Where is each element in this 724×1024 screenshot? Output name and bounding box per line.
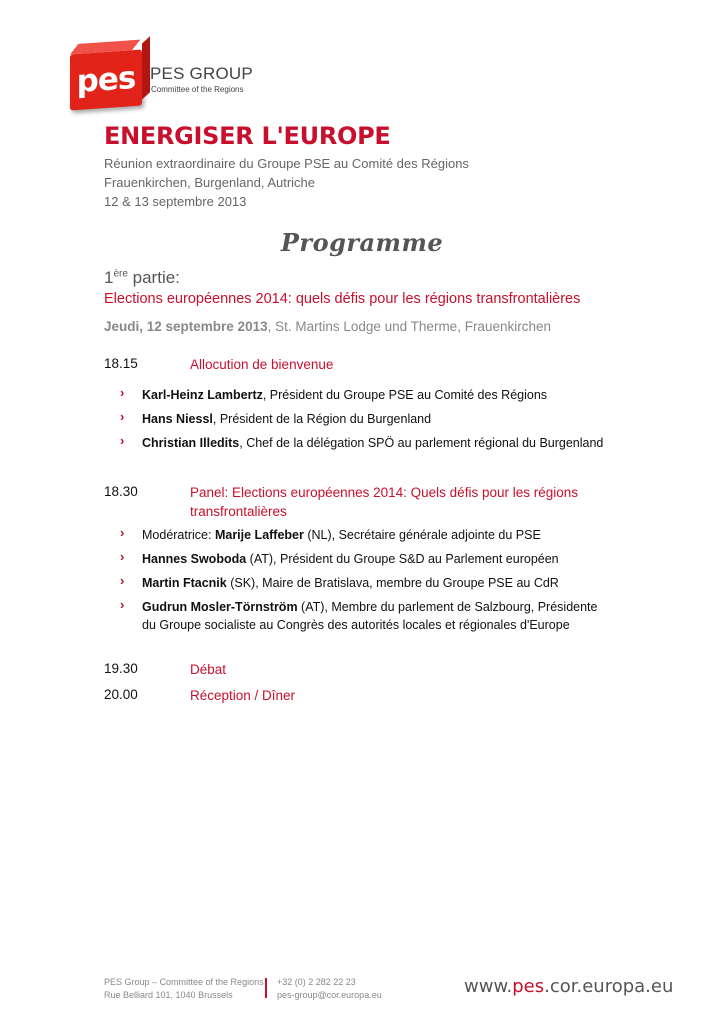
part-heading [104, 268, 180, 288]
agenda-title: Réception / Dîner [190, 688, 296, 703]
speaker-item [142, 574, 622, 592]
agenda-time: 18.15 [104, 356, 138, 371]
speaker-role: (AT), Membre du parlement de Salzbourg, Présidente du Groupe socialiste au Congrès des autorités locales et régionales d'Europe [142, 600, 598, 632]
pes-logo [70, 49, 142, 110]
speaker-name: Gudrun Mosler-Törnström [142, 600, 298, 614]
footer-divider [265, 978, 267, 998]
speaker-role: (NL), Secrétaire générale adjointe du PSE [303, 528, 541, 542]
speaker-item [142, 598, 612, 634]
speaker-role: , Président de la Région du Burgenland [212, 412, 432, 426]
part-subtitle: Elections européennes 2014: quels défis pour les régions transfrontalières [104, 291, 581, 307]
agenda-title: Allocution de bienvenue [190, 357, 334, 372]
speaker-item [142, 526, 622, 544]
document-title: ENERGISER L'EUROPE [104, 122, 391, 150]
speaker-name: Marije Laffeber [214, 528, 304, 542]
part-label: partie: [127, 268, 180, 287]
bullet-icon: › [120, 433, 125, 448]
agenda-time: 20.00 [104, 687, 138, 702]
footer-org: PES Group – Committee of the Regions [104, 977, 264, 987]
footer-email: pes-group@cor.europa.eu [277, 990, 382, 1000]
programme-heading: Programme [280, 228, 444, 257]
website-link[interactable] [464, 976, 673, 997]
date-location-line [104, 319, 551, 334]
agenda-time: 18.30 [104, 484, 138, 499]
speaker-name: Hannes Swoboda [142, 552, 247, 566]
agenda-title: Panel: Elections européennes 2014: Quels défis pour les régions transfrontalières [190, 485, 578, 519]
footer-address: Rue Belliard 101, 1040 Brussels [104, 990, 233, 1000]
location: , St. Martins Lodge und Therme, Frauenkirchen [267, 319, 551, 334]
bullet-icon: › [120, 597, 125, 612]
meta-line: Frauenkirchen, Burgenland, Autriche [104, 175, 316, 190]
site-suffix: .cor.europa.eu [544, 976, 674, 997]
org-subtitle: Committee of the Regions [151, 85, 244, 94]
speaker-name: Karl-Heinz Lambertz [142, 388, 263, 402]
speaker-role: (AT), Président du Groupe S&D au Parlement européen [246, 552, 559, 566]
agenda-time: 19.30 [104, 661, 138, 676]
speaker-item [142, 434, 622, 452]
bullet-icon: › [120, 385, 125, 400]
bullet-icon: › [120, 549, 125, 564]
agenda-title: Débat [190, 662, 227, 677]
part-number: 1 [104, 268, 114, 287]
site-prefix: www. [464, 976, 513, 997]
meta-line: Réunion extraordinaire du Groupe PSE au Comité des Régions [104, 156, 469, 171]
logo-mark: pes [76, 59, 136, 101]
bullet-icon: › [120, 573, 125, 588]
speaker-prefix: Modératrice: [142, 528, 215, 542]
bullet-icon: › [120, 525, 125, 540]
speaker-item [142, 386, 622, 404]
speaker-item [142, 550, 622, 568]
bullet-icon: › [120, 409, 125, 424]
speaker-name: Martin Ftacnik [142, 576, 227, 590]
part-superscript: ère [113, 268, 128, 280]
speaker-role: (SK), Maire de Bratislava, membre du Groupe PSE au CdR [226, 576, 559, 590]
speaker-name: Christian Illedits [142, 436, 240, 450]
org-name: PES GROUP [150, 64, 253, 83]
speaker-role: , Chef de la délégation SPÖ au parlement régional du Burgenland [239, 436, 604, 450]
site-brand: pes [512, 976, 545, 997]
meta-line: 12 & 13 septembre 2013 [104, 194, 247, 209]
date: Jeudi, 12 septembre 2013 [104, 319, 268, 334]
speaker-item [142, 410, 622, 428]
footer-phone: +32 (0) 2 282 22 23 [277, 977, 356, 987]
speaker-role: , Président du Groupe PSE au Comité des Régions [262, 388, 548, 402]
speaker-name: Hans Niessl [142, 412, 213, 426]
